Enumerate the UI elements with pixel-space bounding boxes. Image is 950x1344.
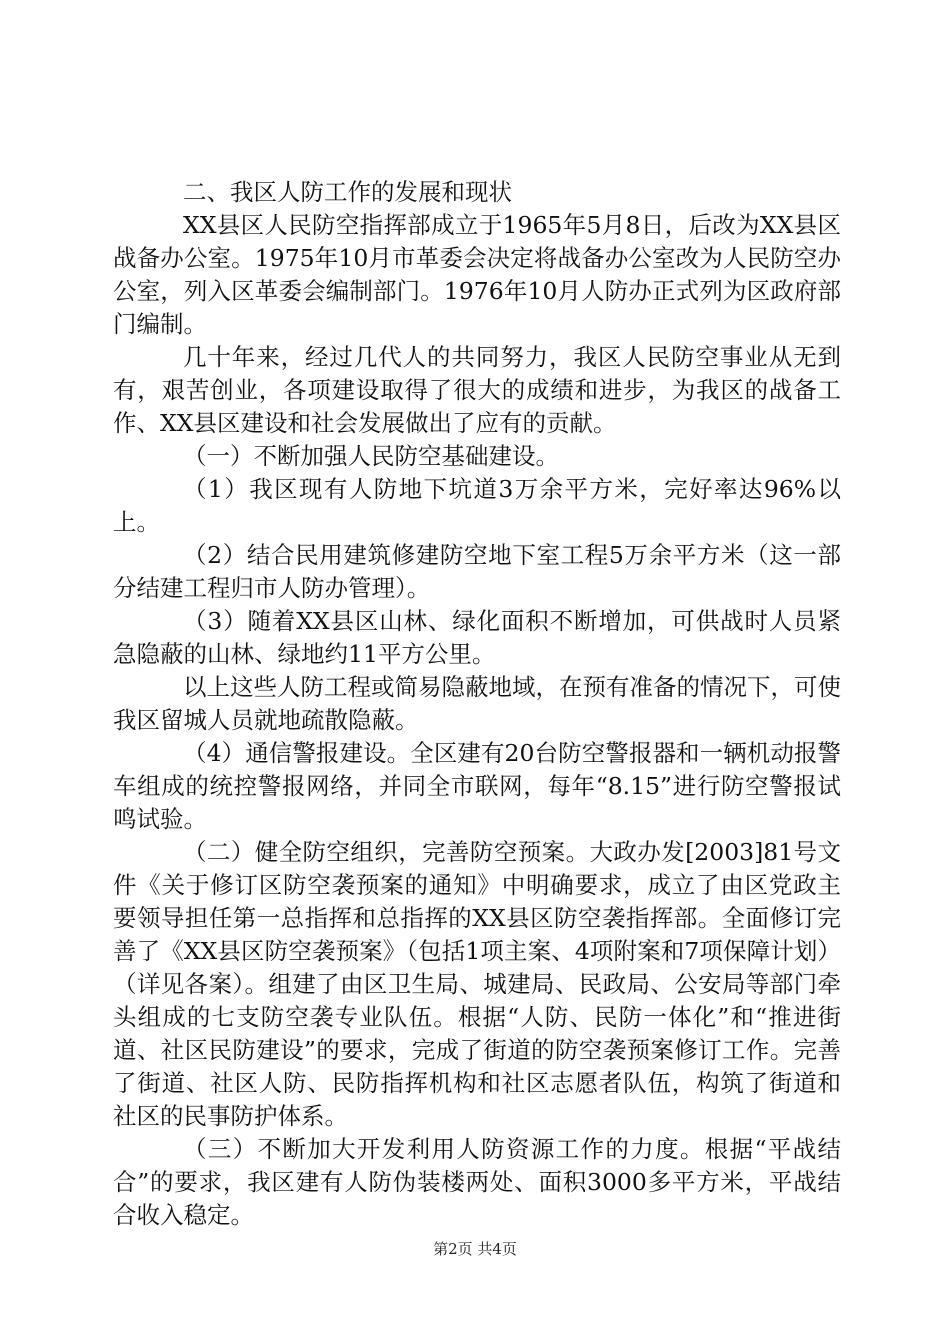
page-number-footer: 第2页 共4页 <box>433 1240 517 1258</box>
paragraph-evacuation: 以上这些人防工程或简易隐蔽地域，在预有准备的情况下，可使我区留城人员就地疏散隐蔽。 <box>113 673 841 734</box>
document-body <box>113 176 841 1232</box>
paragraph-resources: （三）不断加大开发利用人防资源工作的力度。根据“平战结合”的要求，我区建有人防伪装楼两处、面积3000多平方米，平战结合收入稳定。 <box>113 1135 841 1229</box>
list-item-alarms: （4）通信警报建设。全区建有20台防空警报器和一辆机动报警车组成的统控警报网络，并同全市联网，每年“8.15”进行防空警报试鸣试验。 <box>113 739 841 833</box>
list-item-forests: （3）随着XX县区山林、绿化面积不断增加，可供战时人员紧急隐蔽的山林、绿地约11平方公里。 <box>113 607 841 668</box>
paragraph-organization: （二）健全防空组织，完善防空预案。大政办发[2003]81号文件《关于修订区防空袭预案的通知》中明确要求，成立了由区党政主要领导担任第一总指挥和总指挥的XX县区防空袭指挥部。全面修订完善了《XX县区防空袭预案》（包括1项主案、4项附案和7项保障计划）（详见各案）。组建了由区卫生局、城建局、民政局、公安局等部门牵头组成的七支防空袭专业队伍。根据“人防、民防一体化”和“推进街道、社区民防建设”的要求，完成了街道的防空袭预案修订工作。完善了街道、社区人防、民防指挥机构和社区志愿者队伍，构筑了街道和社区的民事防护体系。 <box>113 838 841 1130</box>
paragraph-history: XX县区人民防空指挥部成立于1965年5月8日，后改为XX县区战备办公室。1975年10月市革委会决定将战备办公室改为人民防空办公室，列入区革委会编制部门。1976年10月人防办正式列为区政府部门编制。 <box>113 211 841 338</box>
section-heading: 二、我区人防工作的发展和现状 <box>183 178 512 206</box>
list-item-basements: （2）结合民用建筑修建防空地下室工程5万余平方米（这一部分结建工程归市人防办管理）。 <box>113 541 841 602</box>
list-item-tunnels: （1）我区现有人防地下坑道3万余平方米，完好率达96%以上。 <box>113 475 841 536</box>
subheading-infrastructure: （一）不断加强人民防空基础建设。 <box>183 442 559 470</box>
paragraph-achievements: 几十年来，经过几代人的共同努力，我区人民防空事业从无到有，艰苦创业，各项建设取得了很大的成绩和进步，为我区的战备工作、XX县区建设和社会发展做出了应有的贡献。 <box>113 343 841 437</box>
